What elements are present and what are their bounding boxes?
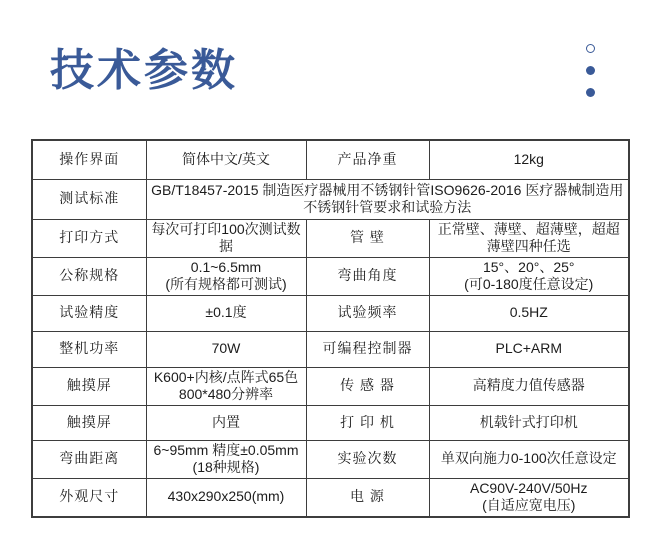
spec-value-line: 6~95mm 精度±0.05mm xyxy=(153,441,299,458)
table-row xyxy=(32,331,629,367)
table-row xyxy=(32,440,629,478)
spec-label: 管 壁 xyxy=(306,219,429,257)
spec-label: 电 源 xyxy=(306,478,429,517)
spec-value: 单双向施力0-100次任意设定 xyxy=(429,440,629,478)
spec-value-line: 800*480分辨率 xyxy=(178,386,274,402)
spec-value: 70W xyxy=(146,331,306,367)
dot-filled-icon xyxy=(586,88,595,97)
spec-label: 操作界面 xyxy=(32,140,146,179)
spec-value: 高精度力值传感器 xyxy=(429,367,629,405)
spec-value-line: 15°、20°、25° xyxy=(482,258,575,275)
spec-label: 产品净重 xyxy=(306,140,429,179)
spec-value-line: (18种规格) xyxy=(192,459,260,475)
table-row xyxy=(32,405,629,440)
spec-table xyxy=(31,139,630,518)
spec-value xyxy=(429,478,629,517)
table-row xyxy=(32,257,629,295)
spec-value: 正常壁、薄壁、超薄壁，超超薄壁四种任选 xyxy=(429,219,629,257)
spec-value: GB/T18457-2015 制造医疗器械用不锈钢针管ISO9626-2016 医疗器械制造用不锈钢针管要求和试验方法 xyxy=(146,179,629,219)
spec-value xyxy=(146,440,306,478)
spec-value: ±0.1度 xyxy=(146,295,306,331)
spec-label: 公称规格 xyxy=(32,257,146,295)
spec-label: 弯曲角度 xyxy=(306,257,429,295)
table-row xyxy=(32,219,629,257)
spec-value xyxy=(146,367,306,405)
dot-filled-icon xyxy=(586,66,595,75)
spec-value: PLC+ARM xyxy=(429,331,629,367)
spec-label: 传 感 器 xyxy=(306,367,429,405)
spec-value: 12kg xyxy=(429,140,629,179)
spec-value: 简体中文/英文 xyxy=(146,140,306,179)
page-title: 技术参数 xyxy=(50,46,238,95)
spec-value: 0.5HZ xyxy=(429,295,629,331)
spec-label: 外观尺寸 xyxy=(32,478,146,517)
spec-label: 触摸屏 xyxy=(32,367,146,405)
spec-label: 触摸屏 xyxy=(32,405,146,440)
dot-hollow-icon xyxy=(586,44,595,53)
spec-value-line: (所有规格都可测试) xyxy=(165,276,287,292)
spec-label: 打印方式 xyxy=(32,219,146,257)
spec-value: 430x290x250(mm) xyxy=(146,478,306,517)
spec-value: 每次可打印100次测试数据 xyxy=(146,219,306,257)
spec-value-line: (自适应宽电压) xyxy=(482,497,576,513)
spec-label: 整机功率 xyxy=(32,331,146,367)
table-row xyxy=(32,179,629,219)
spec-label: 可编程控制器 xyxy=(306,331,429,367)
spec-value-line: (可0-180度任意设定) xyxy=(464,276,594,292)
spec-value-line: K600+内核/点阵式65色 xyxy=(153,368,299,385)
spec-value xyxy=(146,257,306,295)
spec-label: 打 印 机 xyxy=(306,405,429,440)
table-row xyxy=(32,478,629,517)
spec-label: 实验次数 xyxy=(306,440,429,478)
table-row xyxy=(32,295,629,331)
carousel-dots xyxy=(586,44,595,97)
spec-value-line: 0.1~6.5mm xyxy=(190,258,262,275)
spec-label: 测试标准 xyxy=(32,179,146,219)
spec-label: 试验精度 xyxy=(32,295,146,331)
spec-value: 内置 xyxy=(146,405,306,440)
spec-value: 机载针式打印机 xyxy=(429,405,629,440)
table-row xyxy=(32,367,629,405)
spec-value-line: AC90V-240V/50Hz xyxy=(469,479,588,496)
spec-label: 试验频率 xyxy=(306,295,429,331)
spec-label: 弯曲距离 xyxy=(32,440,146,478)
table-row xyxy=(32,140,629,179)
spec-value xyxy=(429,257,629,295)
